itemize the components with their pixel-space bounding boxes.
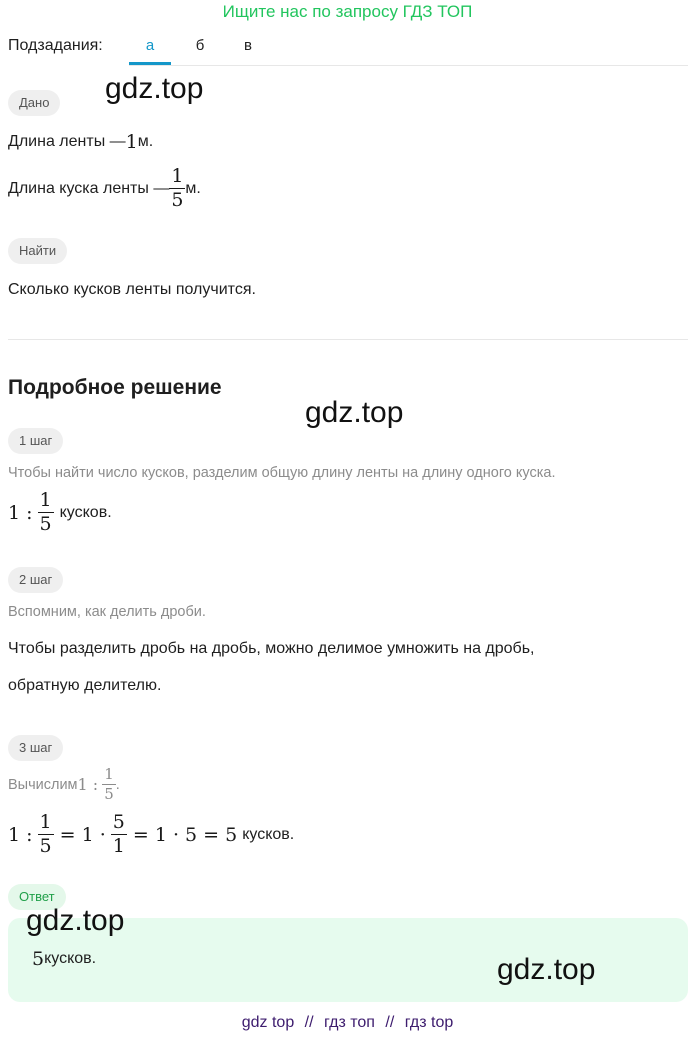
fraction-denominator: 1 <box>112 835 125 858</box>
solution-title: Подробное решение <box>8 376 222 399</box>
watermark: gdz.top <box>26 904 125 937</box>
step-3-hint-fraction <box>102 767 116 802</box>
fraction-numerator: 1 <box>39 489 52 511</box>
answer-text <box>32 948 96 970</box>
footer-link-gdz-top[interactable]: gdz top <box>241 1014 295 1031</box>
given-line-1 <box>8 131 153 153</box>
watermark: gdz.top <box>305 396 404 429</box>
step-2-line-1: Чтобы разделить дробь на дробь, можно делимое умножить на дробь, <box>8 640 535 657</box>
step-1-fraction <box>38 491 54 534</box>
step-3-hint-suffix: . <box>115 776 120 793</box>
step-3-hint-math: 1 : <box>77 775 99 795</box>
tabs-divider <box>129 65 688 66</box>
given-line-1-prefix: Длина ленты — <box>8 133 126 150</box>
fraction-denominator: 5 <box>39 835 52 858</box>
given-line-1-value: 1 <box>125 131 138 153</box>
step-3-hint <box>8 767 120 802</box>
step-3-eq-a: 1 : <box>8 823 33 846</box>
step-3-suffix: кусков. <box>242 825 295 843</box>
tab-a[interactable]: а <box>145 37 155 54</box>
tab-b[interactable]: б <box>195 37 205 54</box>
answer-suffix: кусков. <box>44 950 97 967</box>
answer-value: 5 <box>32 948 45 970</box>
section-divider <box>8 339 688 340</box>
watermark: gdz.top <box>497 953 596 986</box>
step-3-eq-c: = 1 · 5 = 5 <box>132 823 238 846</box>
footer-link-gdz-top-mixed[interactable]: гдз top <box>404 1014 454 1031</box>
step-2-line-2: обратную делителю. <box>8 677 162 694</box>
answer-pill: Ответ <box>8 884 66 910</box>
tab-v[interactable]: в <box>244 37 252 54</box>
given-line-2 <box>8 167 201 210</box>
given-line-2-suffix: м. <box>185 179 201 197</box>
given-line-2-fraction <box>169 167 185 210</box>
step-3-eq-b: = 1 · <box>59 823 106 846</box>
fraction-numerator: 1 <box>39 811 52 833</box>
find-pill: Найти <box>8 238 67 264</box>
step-3-fraction-2 <box>111 813 127 856</box>
fraction-denominator: 5 <box>39 513 52 536</box>
step-1-expression <box>8 491 112 534</box>
step-1-suffix: кусков. <box>59 503 112 521</box>
step-3-hint-prefix: Вычислим <box>8 776 78 793</box>
step-3-pill: 3 шаг <box>8 735 63 761</box>
step-1-hint: Чтобы найти число кусков, разделим общую длину ленты на длину одного куска. <box>8 465 556 481</box>
fraction-denominator: 5 <box>171 189 184 212</box>
footer-link-gdz-top-cyrillic[interactable]: гдз топ <box>324 1014 375 1031</box>
footer-links <box>0 1014 695 1032</box>
watermark: gdz.top <box>105 72 204 105</box>
step-1-expr-left: 1 : <box>8 501 33 524</box>
step-1-pill: 1 шаг <box>8 428 63 454</box>
step-3-fraction-1 <box>38 813 54 856</box>
find-text: Сколько кусков ленты получится. <box>8 281 256 298</box>
fraction-numerator: 1 <box>104 765 114 783</box>
fraction-numerator: 1 <box>171 165 184 187</box>
fraction-numerator: 5 <box>112 811 125 833</box>
step-2-pill: 2 шаг <box>8 567 63 593</box>
footer-separator: // <box>385 1014 395 1031</box>
step-2-hint: Вспомним, как делить дроби. <box>8 604 206 620</box>
given-line-2-prefix: Длина куска ленты — <box>8 179 170 197</box>
footer-separator: // <box>304 1014 314 1031</box>
given-pill: Дано <box>8 90 60 116</box>
given-line-1-suffix: м. <box>137 133 154 150</box>
fraction-denominator: 5 <box>104 785 114 804</box>
promo-banner: Ищите нас по запросу ГДЗ ТОП <box>222 2 473 21</box>
subtasks-label: Подзадания: <box>8 37 103 54</box>
step-3-equation <box>8 813 294 856</box>
